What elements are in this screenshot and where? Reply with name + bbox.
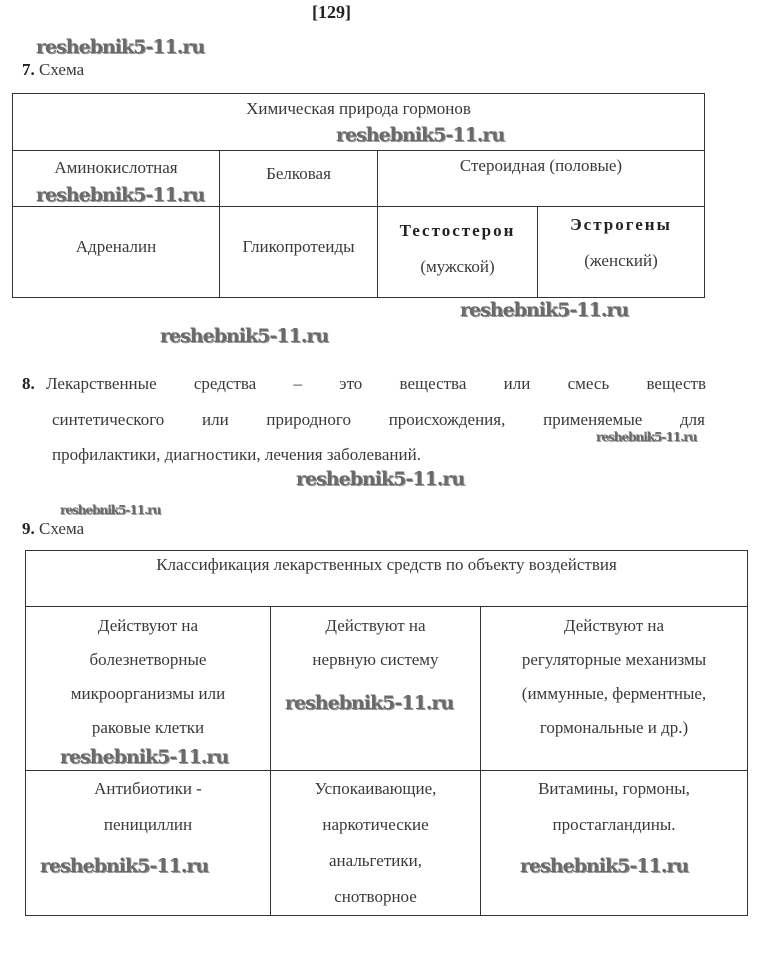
cell-line: пенициллин — [103, 815, 193, 834]
cell-line: Действуют на — [563, 616, 665, 635]
task7-number: 7. — [22, 60, 35, 79]
cell-line: Действуют на — [325, 616, 426, 635]
steroid-name: Эстрогены — [570, 215, 672, 234]
cell-line: болезнетворные — [89, 650, 207, 669]
cell-line: простагландины. — [552, 815, 676, 834]
cell-line: анальгетики, — [328, 851, 422, 870]
watermark: reshebnik5-11.ru — [336, 124, 505, 146]
task8-line2: синтетического или природного происхождения, применяемые для — [52, 410, 705, 429]
steroid-name: Тестостерон — [399, 221, 516, 240]
task9-title: Схема — [39, 519, 85, 538]
cell-line: нервную систему — [312, 650, 439, 669]
watermark: reshebnik5-11.ru — [596, 430, 697, 444]
table-cell — [270, 770, 481, 916]
table-cell: Белковая — [219, 150, 378, 207]
table-header: Химическая природа гормонов — [12, 93, 705, 151]
cell-line: Действуют на — [97, 616, 199, 635]
watermark: reshebnik5-11.ru — [60, 503, 161, 517]
task9-heading — [22, 519, 84, 539]
page-number: [129] — [312, 2, 351, 22]
watermark: reshebnik5-11.ru — [296, 468, 465, 490]
cell-line: наркотические — [322, 815, 429, 834]
cell-line: Антибиотики - — [94, 779, 202, 798]
table-cell: Стероидная (половые) — [377, 150, 705, 207]
steroid-note: (женский) — [584, 251, 658, 270]
task7-heading — [22, 60, 84, 80]
task8-number-text: 8. — [22, 374, 35, 393]
cell-line: Успокаивающие, — [314, 779, 437, 798]
watermark: reshebnik5-11.ru — [520, 855, 689, 877]
task8-line1: Лекарственные средства – это вещества или смесь веществ — [46, 374, 706, 393]
cell-line: гормональные и др.) — [539, 718, 689, 737]
cell-line: снотворное — [334, 887, 417, 906]
table-cell: Адреналин — [12, 206, 220, 298]
watermark: reshebnik5-11.ru — [285, 692, 454, 714]
task9-number: 9. — [22, 519, 35, 538]
cell-line: раковые клетки — [91, 718, 205, 737]
steroid-note: (мужской) — [420, 257, 495, 276]
watermark: reshebnik5-11.ru — [40, 855, 209, 877]
table-header: Классификация лекарственных средств по объекту воздействия — [25, 550, 748, 607]
cell-line: (иммунные, ферментные, — [521, 684, 707, 703]
watermark: reshebnik5-11.ru — [36, 36, 205, 58]
table-cell — [480, 770, 748, 916]
watermark: reshebnik5-11.ru — [160, 325, 329, 347]
cell-line: регуляторные механизмы — [521, 650, 707, 669]
table-cell — [377, 206, 538, 298]
watermark: reshebnik5-11.ru — [36, 184, 205, 206]
table-cell — [25, 770, 271, 916]
table-cell: Гликопротеиды — [219, 206, 378, 298]
task7-title: Схема — [39, 60, 85, 79]
watermark: reshebnik5-11.ru — [460, 299, 629, 321]
task8-number — [22, 373, 35, 395]
watermark: reshebnik5-11.ru — [60, 746, 229, 768]
cell-line: микроорганизмы или — [70, 684, 226, 703]
table-cell — [537, 206, 705, 298]
table-cell: Аминокислотная — [12, 150, 220, 207]
table-cell — [270, 606, 481, 771]
table-cell — [480, 606, 748, 771]
cell-line: Витамины, гормоны, — [538, 779, 690, 798]
task8-line3: профилактики, диагностики, лечения заболеваний. — [52, 445, 421, 464]
